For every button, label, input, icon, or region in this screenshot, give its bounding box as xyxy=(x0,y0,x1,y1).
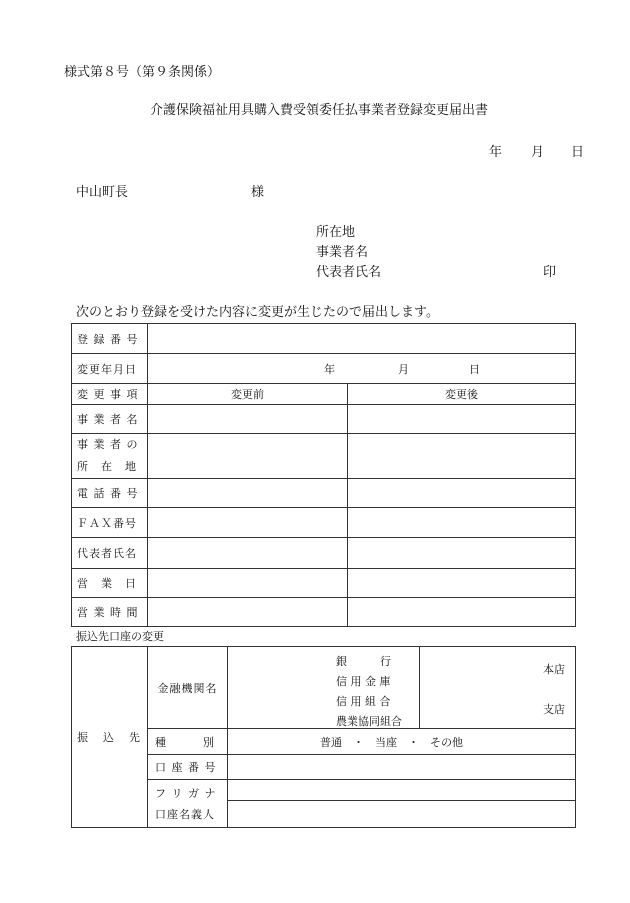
change-date-field[interactable] xyxy=(148,354,576,384)
label-change-items: 変 更 事 項 xyxy=(72,384,148,405)
label-furigana: フ リ ガ ナ xyxy=(148,780,228,801)
label-change-date: 変更年月日 xyxy=(72,354,148,384)
change-date-month: 月 xyxy=(398,363,409,376)
inst-bank: 銀 行 xyxy=(336,655,391,668)
label-registration-number: 登 録 番 号 xyxy=(72,324,148,354)
registration-number-field[interactable] xyxy=(148,324,576,354)
branch-office: 支店 xyxy=(543,703,565,716)
account-number-field[interactable] xyxy=(228,755,576,780)
business-hours-before[interactable] xyxy=(148,598,348,627)
change-date-year: 年 xyxy=(324,363,335,376)
label-transfer-to: 振 込 先 xyxy=(72,647,148,828)
fax-after[interactable] xyxy=(348,508,576,538)
institution-type-cell[interactable] xyxy=(228,647,420,729)
business-hours-after[interactable] xyxy=(348,598,576,627)
business-days-after[interactable] xyxy=(348,569,576,598)
label-representative: 代表者氏名 xyxy=(72,538,148,569)
seal-mark: 印 xyxy=(543,265,557,280)
label-business-name: 事 業 者 名 xyxy=(72,405,148,434)
header-after: 変更後 xyxy=(348,384,576,405)
bank-section-title: 振込先口座の変更 xyxy=(76,630,164,643)
business-name-after[interactable] xyxy=(348,405,576,434)
head-office: 本店 xyxy=(543,663,565,676)
addressee-name: 中山町長 xyxy=(76,185,129,200)
representative-after[interactable] xyxy=(348,538,576,569)
date-month: 月 xyxy=(531,145,545,160)
label-phone: 電 話 番 号 xyxy=(72,479,148,508)
label-account-number: 口 座 番 号 xyxy=(148,755,228,780)
inst-nokyo: 農業協同組合 xyxy=(336,715,402,728)
phone-after[interactable] xyxy=(348,479,576,508)
change-table xyxy=(71,323,576,627)
intro-text: 次のとおり登録を受けた内容に変更が生じたので届出します。 xyxy=(76,305,439,320)
label-business-location xyxy=(72,434,148,479)
location-before[interactable] xyxy=(148,434,348,479)
date-year: 年 xyxy=(489,145,503,160)
account-type-options[interactable]: 普通 ・ 当座 ・ その他 xyxy=(228,729,576,755)
representative-before[interactable] xyxy=(148,538,348,569)
label-financial-institution: 金融機関名 xyxy=(148,647,228,729)
branch-cell[interactable] xyxy=(420,647,576,729)
applicant-representative: 代表者氏名 xyxy=(316,265,382,280)
account-holder-field[interactable] xyxy=(228,801,576,828)
furigana-field[interactable] xyxy=(228,780,576,801)
header-before: 変更前 xyxy=(148,384,348,405)
phone-before[interactable] xyxy=(148,479,348,508)
inst-kumiai: 信 用 組 合 xyxy=(336,695,391,708)
label-account-holder: 口座名義人 xyxy=(148,801,228,828)
location-after[interactable] xyxy=(348,434,576,479)
bank-table xyxy=(71,646,576,828)
label-account-type: 種 別 xyxy=(148,729,228,755)
addressee-honorific: 様 xyxy=(251,185,265,200)
inst-shinkin: 信 用 金 庫 xyxy=(336,675,391,688)
applicant-location: 所在地 xyxy=(316,225,356,240)
label-location-line2: 所 在 地 xyxy=(77,460,137,473)
label-location-line1: 事 業 者 の xyxy=(77,438,139,451)
change-date-day: 日 xyxy=(469,363,480,376)
label-business-days: 営 業 日 xyxy=(72,569,148,598)
form-number: 様式第８号（第９条関係） xyxy=(64,65,221,80)
business-name-before[interactable] xyxy=(148,405,348,434)
business-days-before[interactable] xyxy=(148,569,348,598)
fax-before[interactable] xyxy=(148,508,348,538)
applicant-business-name: 事業者名 xyxy=(316,245,369,260)
label-business-hours: 営 業 時 間 xyxy=(72,598,148,627)
document-title: 介護保険福祉用具購入費受領委任払事業者登録変更届出書 xyxy=(150,103,489,118)
label-fax: ＦＡＸ番号 xyxy=(72,508,148,538)
date-day: 日 xyxy=(571,145,585,160)
